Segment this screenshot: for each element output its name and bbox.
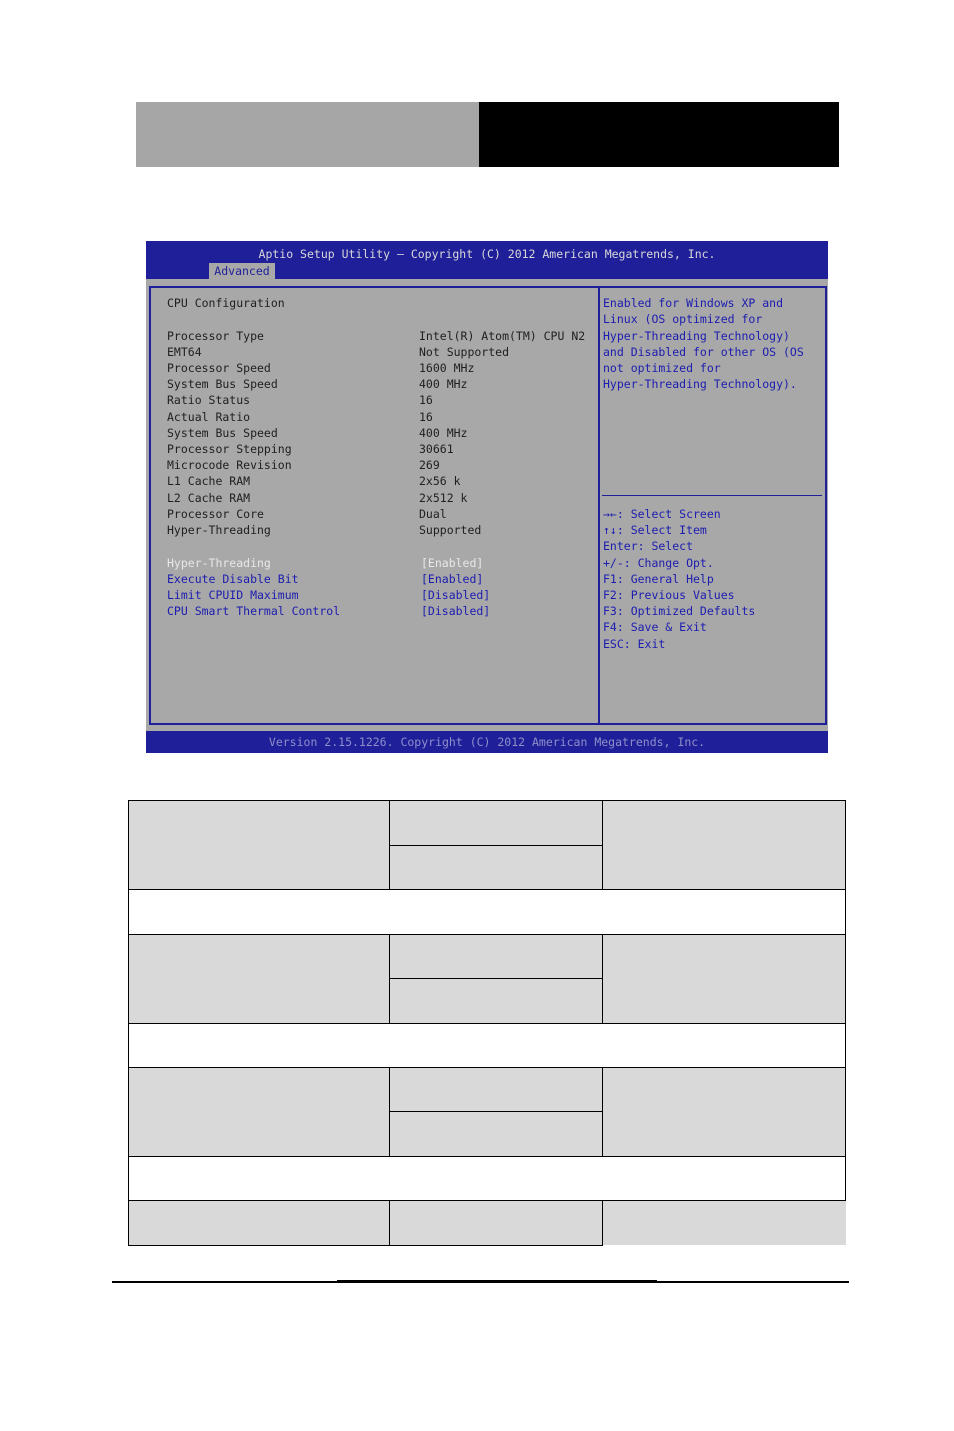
table-cell <box>602 1068 846 1156</box>
table-border <box>602 1200 603 1246</box>
table-border <box>129 1156 846 1157</box>
info-label: Ratio Status <box>167 393 251 407</box>
table-cell <box>389 1201 602 1245</box>
info-value: 400 MHz <box>419 377 468 391</box>
info-label: L1 Cache RAM <box>167 474 251 488</box>
setting-cpu-smart-thermal-control[interactable]: CPU Smart Thermal Control <box>167 604 341 618</box>
table-cell <box>129 801 389 889</box>
info-value: 269 <box>419 458 440 472</box>
table-border <box>129 1200 846 1201</box>
help-text-line: Hyper-Threading Technology) <box>603 329 790 343</box>
setting-limit-cpuid-maximum-value[interactable]: [Disabled] <box>421 588 491 602</box>
info-label: Microcode Revision <box>167 458 292 472</box>
setting-hyper-threading[interactable]: Hyper-Threading <box>167 556 271 570</box>
info-label: Processor Stepping <box>167 442 292 456</box>
info-label: Hyper-Threading <box>167 523 271 537</box>
info-label: System Bus Speed <box>167 377 278 391</box>
info-label: Processor Core <box>167 507 264 521</box>
table-cell <box>389 845 602 889</box>
table-border <box>129 800 846 801</box>
table-cell <box>602 801 846 889</box>
table-border <box>845 800 846 1201</box>
table-border <box>389 1200 390 1246</box>
table-border <box>129 1245 602 1246</box>
key-hint: F4: Save & Exit <box>603 620 707 634</box>
setting-limit-cpuid-maximum[interactable]: Limit CPUID Maximum <box>167 588 299 602</box>
info-label: Actual Ratio <box>167 410 251 424</box>
table-border <box>389 934 390 1024</box>
header-bar-left <box>136 102 479 167</box>
info-value: 16 <box>419 393 433 407</box>
table-border <box>389 800 390 890</box>
table-cell <box>602 1201 846 1245</box>
bios-panel-divider <box>598 286 600 725</box>
setting-cpu-smart-thermal-control-value[interactable]: [Disabled] <box>421 604 491 618</box>
table-border <box>129 1067 846 1068</box>
bios-title: Aptio Setup Utility – Copyright (C) 2012 American Megatrends, Inc. <box>258 247 716 261</box>
info-value: Not Supported <box>419 345 510 359</box>
key-hint: Enter: Select <box>603 539 694 553</box>
header-bar-right <box>479 102 839 167</box>
table-cell <box>389 934 602 978</box>
info-value: 30661 <box>419 442 454 456</box>
key-hint: F3: Optimized Defaults <box>603 604 756 618</box>
bios-screen <box>146 241 828 753</box>
info-label: Processor Type <box>167 329 264 343</box>
table-border <box>602 1067 603 1157</box>
info-value: Intel(R) Atom(TM) CPU N2 <box>419 329 586 343</box>
table-cell <box>389 1068 602 1112</box>
info-label: Processor Speed <box>167 361 271 375</box>
help-text-line: Hyper-Threading Technology). <box>603 377 797 391</box>
table-border <box>129 1023 846 1024</box>
table-cell <box>389 1112 602 1156</box>
table-cell <box>129 1201 389 1245</box>
footer-rule-accent <box>337 1280 657 1283</box>
info-value: 16 <box>419 410 433 424</box>
info-value: Supported <box>419 523 482 537</box>
table-border <box>389 978 602 979</box>
info-label: EMT64 <box>167 345 202 359</box>
table-cell <box>389 978 602 1023</box>
key-hint: ↑↓: Select Item <box>603 523 707 537</box>
table-cell <box>129 1068 389 1156</box>
table-border <box>602 934 603 1024</box>
table-border <box>129 934 846 935</box>
info-value: 400 MHz <box>419 426 468 440</box>
bios-status-bar <box>146 731 828 753</box>
bios-title-bar <box>146 241 828 279</box>
key-hint: +/-: Change Opt. <box>603 556 714 570</box>
help-text-line: Enabled for Windows XP and <box>603 296 784 310</box>
setting-execute-disable-bit[interactable]: Execute Disable Bit <box>167 572 299 586</box>
bios-help-divider <box>602 495 822 496</box>
table-border <box>129 889 846 890</box>
info-label: System Bus Speed <box>167 426 278 440</box>
table-cell <box>389 801 602 845</box>
table-cell <box>602 934 846 1023</box>
table-border <box>389 1067 390 1157</box>
table-border <box>389 845 602 846</box>
tab-advanced[interactable]: Advanced <box>209 263 275 279</box>
help-text-line: not optimized for <box>603 361 721 375</box>
info-value: Dual <box>419 507 447 521</box>
key-hint: F1: General Help <box>603 572 714 586</box>
info-value: 2x56 k <box>419 474 461 488</box>
setting-hyper-threading-value[interactable]: [Enabled] <box>421 556 484 570</box>
table-cell <box>129 934 389 1023</box>
section-title: CPU Configuration <box>167 296 285 310</box>
key-hint: ESC: Exit <box>603 637 666 651</box>
table-border <box>389 1111 602 1112</box>
help-text-line: Linux (OS optimized for <box>603 312 763 326</box>
info-label: L2 Cache RAM <box>167 491 251 505</box>
bios-version: Version 2.15.1226. Copyright (C) 2012 American Megatrends, Inc. <box>268 735 706 749</box>
table-border <box>128 800 129 1246</box>
info-value: 1600 MHz <box>419 361 475 375</box>
info-value: 2x512 k <box>419 491 468 505</box>
table-border <box>602 800 603 890</box>
help-text-line: and Disabled for other OS (OS <box>603 345 804 359</box>
setting-execute-disable-bit-value[interactable]: [Enabled] <box>421 572 484 586</box>
key-hint: F2: Previous Values <box>603 588 735 602</box>
key-hint: →←: Select Screen <box>603 507 721 521</box>
